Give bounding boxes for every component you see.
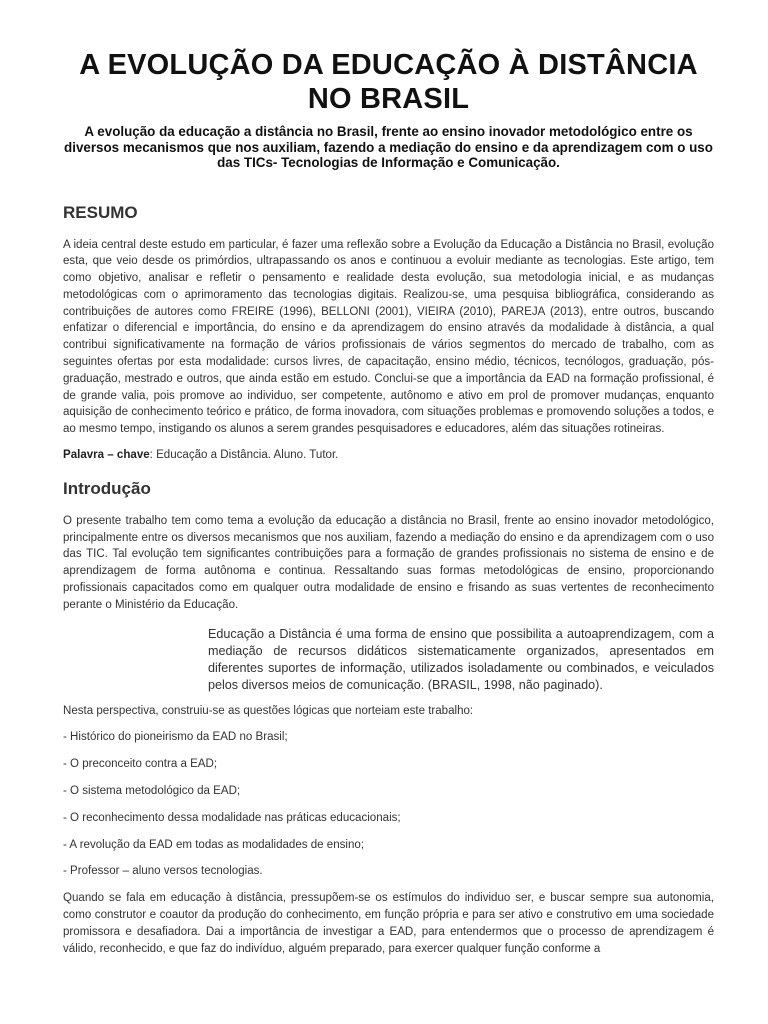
resumo-paragraph: A ideia central deste estudo em particular, é fazer uma reflexão sobre a Evolução da Educação a Distância no Brasil, evolução esta, que veio desde os primórdios, ultrapassando os anos e continuou a evoluir mediante as tecnologias. Este artigo, tem como objetivo, analisar e refletir o pensamento e realidade desta evolução, sua metodologia inicial, e as mudanças metodológicas com o aprimoramento das tecnologias digitais. Realizou-se, uma pesquisa bibliográfica, considerando as contribuições de autores como FREIRE (1996), BELLONI (2001), VIEIRA (2010), PAREJA (2013), entre outros, buscando enfatizar o diferencial e importância, do ensino e da aprendizagem do ensino através da modalidade à distância, a qual contribui significativamente na formação de vários profissionais de vários segmentos do mercado de trabalho, com as seguintes ofertas por esta modalidade: cursos livres, de capacitação, ensino médio, técnicos, tecnólogos, graduação, pós-graduação, mestrado e outros, que ainda estão em estudo. Conclui-se que a importância da EAD na formação profissional, é de grande valia, pois promove ao individuo, ser competente, autônomo e ativo em prol de promover mudanças, enquanto aquisição de conhecimento teórico e prático, de forma inovadora, com situações problemas e promovendo soluções a todos, e ao mesmo tempo, instigando os alunos a serem grandes pesquisadores e educadores, além das situações rotineiras. (63, 238, 714, 436)
list-item: - A revolução da EAD em todas as modalidades de ensino; (63, 838, 365, 851)
list-item: - Professor – aluno versos tecnologias. (63, 865, 263, 878)
list-item: - O preconceito contra a EAD; (63, 758, 218, 771)
questions-lead-in: Nesta perspectiva, construiu-se as questões lógicas que norteiam este trabalho: (63, 704, 474, 717)
block-quote: Educação a Distância é uma forma de ensino que possibilita a autoaprendizagem, com a mediação de recursos didáticos sistematicamente organizados, apresentados em diferentes suportes de informação, utilizados isoladamente ou combinados, e veiculados pelos diversos meios de comunicação. (BRASIL, 1998, não paginado). (208, 626, 714, 692)
keywords-line (63, 447, 714, 464)
document-title: A EVOLUÇÃO DA EDUCAÇÃO À DISTÂNCIA NO BRASIL (79, 49, 698, 115)
introducao-heading: Introdução (63, 478, 151, 498)
introducao-paragraph: O presente trabalho tem como tema a evolução da educação a distância no Brasil, frente ao ensino inovador metodológico, principalmente entre os diversos mecanismos que nos auxiliam, fazendo a mediação do ensino e da aprendizagem com o uso das TIC. Tal evolução tem significantes contribuições para a formação de grandes profissionais no sistema de ensino e de aprendizagem de forma autônoma e continua. Ressaltando suas formas metodológicas de ensino, proporcionando profissionais capacitados como em qualquer outra modalidade de ensino e frisando as suas vertentes de reconhecimento perante o Ministério da Educação. (63, 514, 714, 611)
list-item: - O reconhecimento dessa modalidade nas práticas educacionais; (63, 811, 401, 824)
document-subtitle: A evolução da educação a distância no Brasil, frente ao ensino inovador metodológico entre os diversos mecanismos que nos auxiliam, fazendo a mediação do ensino e da aprendizagem com o uso das TICs- Tecnologias de Informação e Comunicação. (64, 124, 713, 170)
resumo-heading: RESUMO (63, 202, 138, 222)
questions-list (63, 729, 714, 880)
keywords-label: Palavra – chave (63, 449, 150, 462)
final-paragraph: Quando se fala em educação à distância, pressupõem-se os estímulos do individuo ser, e buscar sempre sua autonomia, como construtor e coautor da produção do conhecimento, em função própria e para ser ativo e construtivo em uma sociedade promissora e desafiadora. Dai a importância de investigar a EAD, para entendermos que o processo de aprendizagem é válido, reconhecido, e que faz do indivíduo, alguém preparado, para exercer qualquer função conforme a (63, 892, 714, 955)
list-item: - O sistema metodológico da EAD; (63, 785, 241, 798)
list-item: - Histórico do pioneirismo da EAD no Brasil; (63, 731, 288, 744)
keywords-text: : Educação a Distância. Aluno. Tutor. (149, 449, 339, 462)
